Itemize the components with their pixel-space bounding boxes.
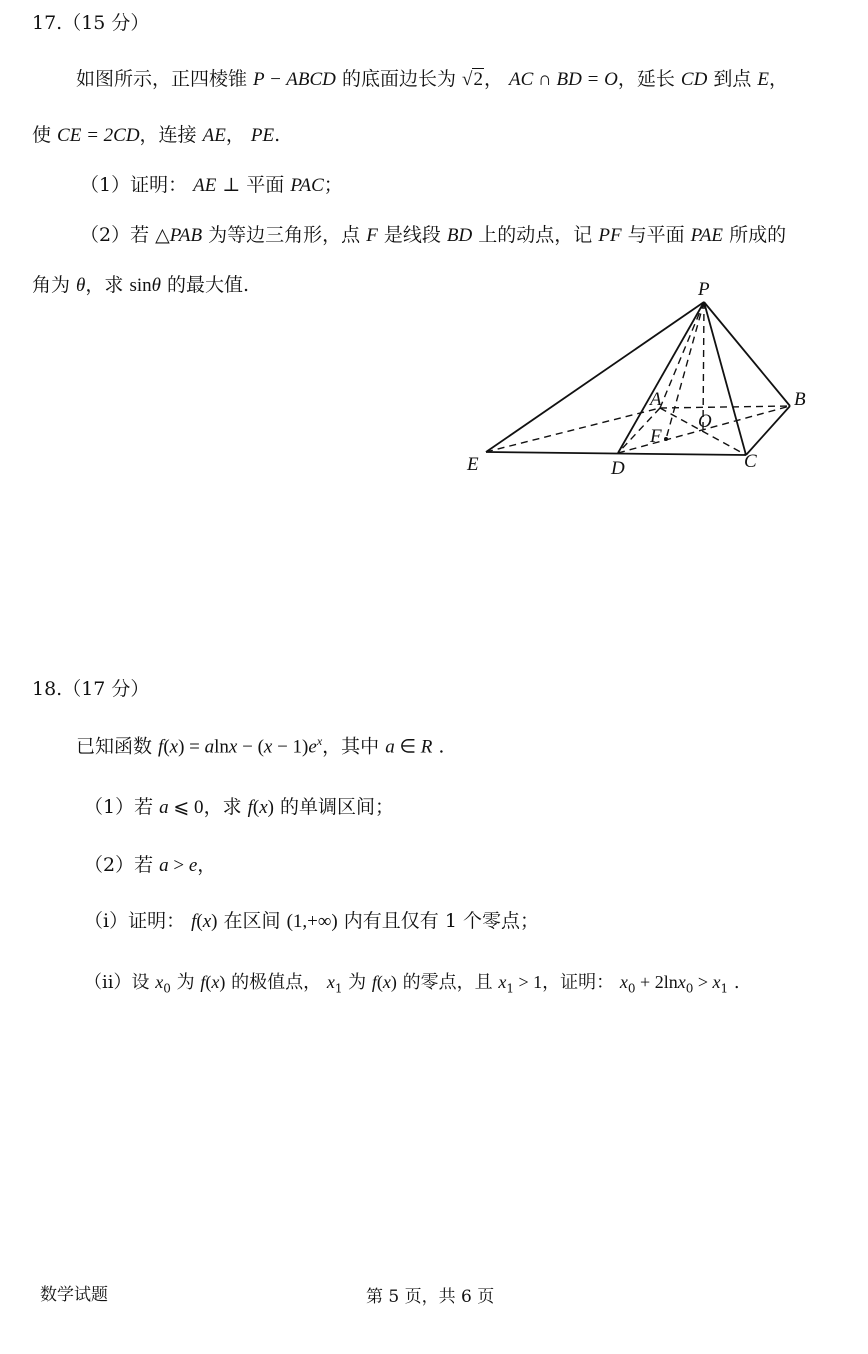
label-e: E	[467, 454, 479, 475]
problem-17-part-2-line-2: 角为 θ，求 sinθ 的最大值.	[32, 274, 250, 296]
problem-17-part-2-line-1: （2）若 △PAB 为等边三角形，点 F 是线段 BD 上的动点，记 PF 与平面 PAE 所成的	[80, 224, 787, 246]
label-f: F	[650, 426, 662, 447]
label-c: C	[744, 451, 757, 472]
edge-pb	[704, 302, 790, 406]
edge-cb	[746, 406, 790, 455]
label-o: O	[698, 411, 712, 432]
label-b: B	[794, 389, 806, 410]
problem-17-header	[32, 12, 149, 35]
problem-18-stem: 已知函数 $f(x) = alnx - (x - 1)e^x$，其中 a ∈ R .	[76, 734, 445, 758]
edge-ab	[660, 406, 790, 408]
problem-17-score: （15 分）	[62, 12, 150, 34]
problem-18-part-2: （2）若 a > e，	[84, 854, 217, 876]
problem-18-part-2-i: （i）证明： f(x) 在区间 (1,+∞) 内有且仅有 1 个零点；	[84, 910, 539, 932]
label-a: A	[650, 389, 662, 410]
sqrt-expression: √2	[462, 69, 483, 90]
problem-17-stem-line-1: 如图所示，正四棱锥 P − ABCD 的底面边长为 √2， AC ∩ BD = O，延长 CD 到点 E，	[76, 68, 789, 90]
problem-18-number: 18.	[32, 678, 63, 700]
edge-pe	[486, 302, 704, 452]
problem-18-score: （17 分）	[62, 678, 150, 700]
problem-18-part-2-ii: （ii）设 $x_0$ 为 f(x) 的极值点， $x_1$ 为 f(x) 的零点，且 $x_1 > 1$，证明： $x_0 + 2\ln x_0 > x_1$ .	[84, 972, 740, 996]
problem-18-part-1: （1）若 a ⩽ 0，求 f(x) 的单调区间；	[84, 796, 395, 818]
label-d: D	[611, 458, 625, 479]
problem-17-number: 17.	[32, 12, 63, 34]
footer-page-number: 第 5 页，共 6 页	[366, 1287, 495, 1307]
point-f	[664, 437, 668, 441]
problem-18-header	[32, 678, 149, 701]
label-p: P	[698, 279, 710, 300]
edge-ec	[486, 452, 746, 455]
footer-subject: 数学试题	[40, 1285, 108, 1305]
problem-17-part-1: （1）证明： AE ⊥ 平面 PAC；	[80, 174, 343, 196]
pyramid-figure	[460, 272, 820, 487]
edge-pc	[704, 302, 746, 455]
edge-ea	[486, 408, 660, 452]
problem-17-stem-line-2: 使 CE = 2CD，连接 AE， PE.	[32, 124, 281, 146]
